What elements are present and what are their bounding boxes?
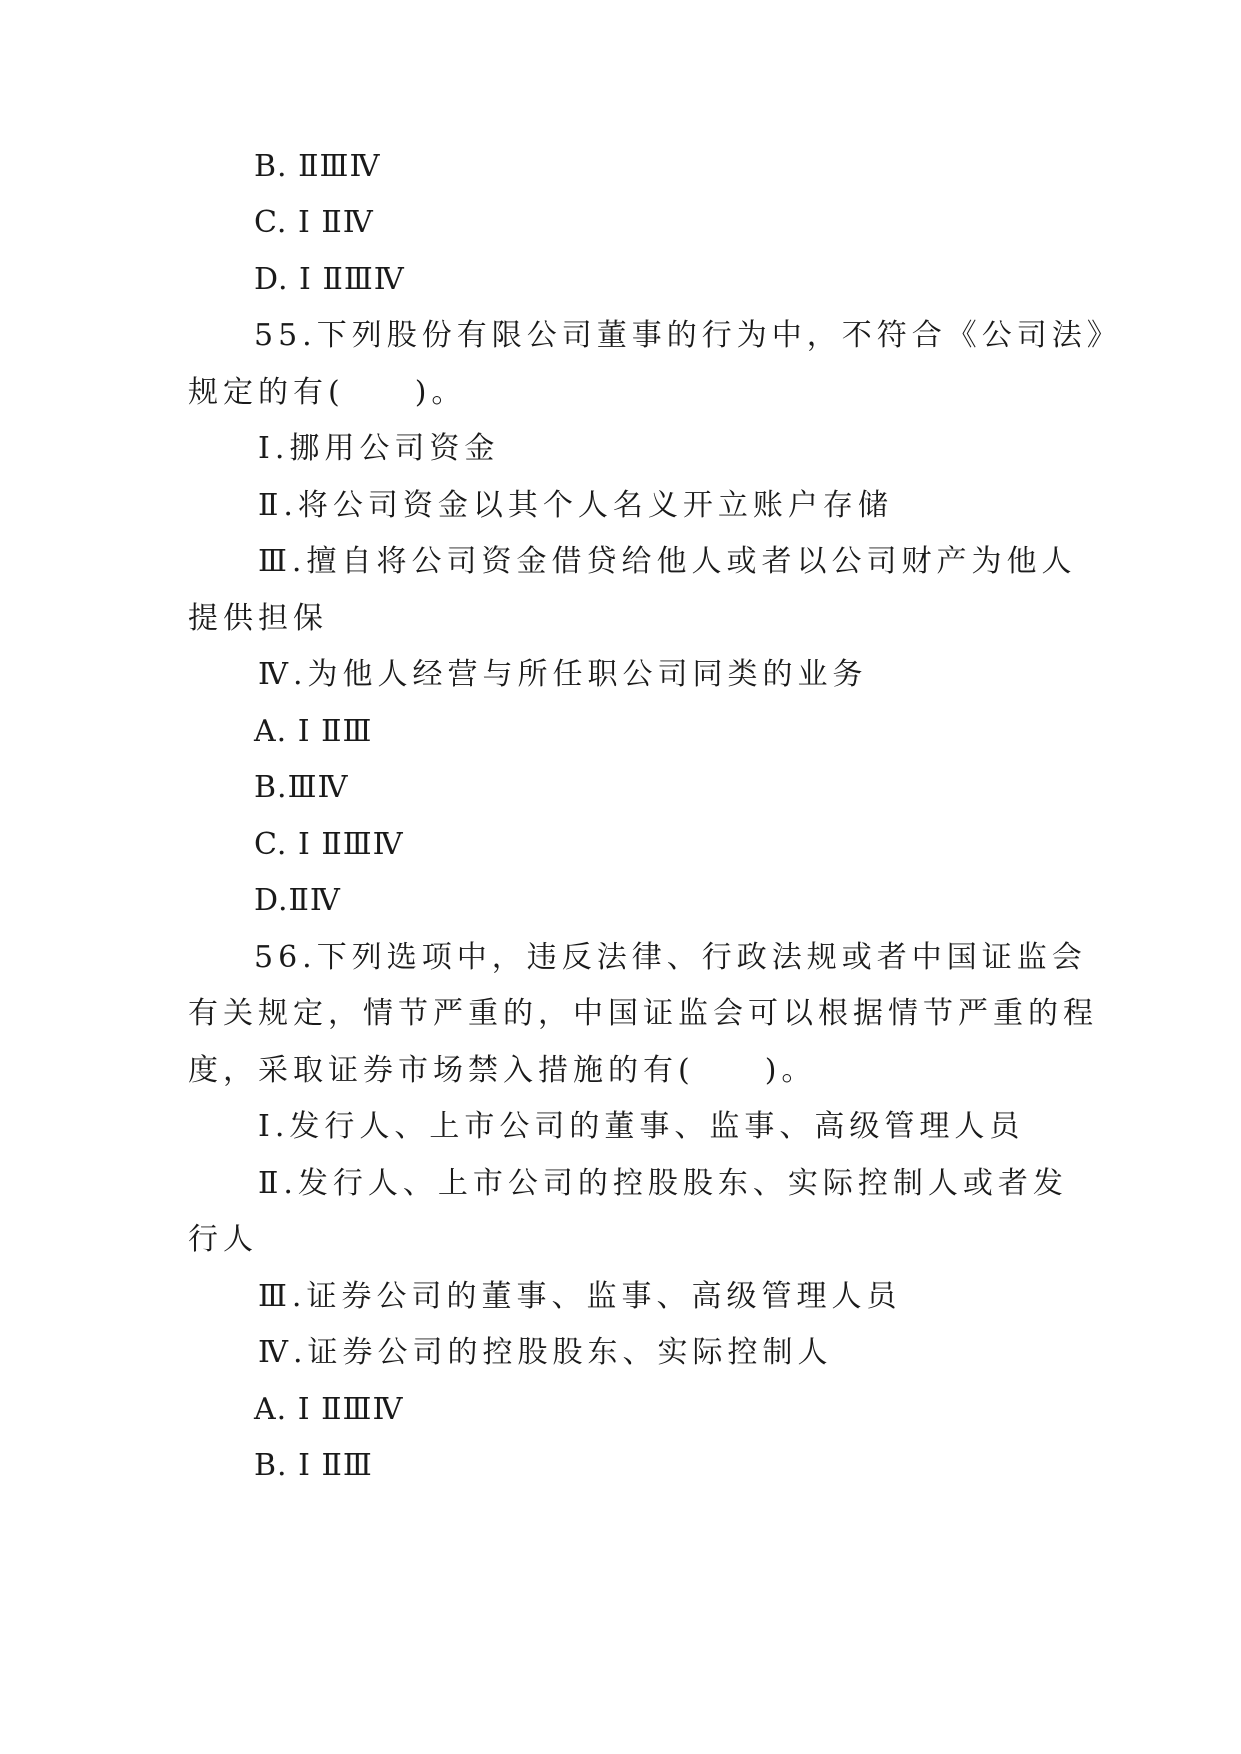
q54-option-c: C. Ⅰ ⅡⅣ xyxy=(254,205,374,240)
q56-statement-4: Ⅳ.证券公司的控股股东、实际控制人 xyxy=(258,1335,833,1370)
q56-statement-2-line2: 行人 xyxy=(188,1222,258,1257)
q55-statement-3-line2: 提供担保 xyxy=(188,601,328,636)
q55-option-a: A. Ⅰ ⅡⅢ xyxy=(254,714,373,749)
q54-option-b: B. ⅡⅢⅣ xyxy=(254,149,381,184)
q55-option-d: D.ⅡⅣ xyxy=(254,883,341,918)
q55-stem-line1: 55.下列股份有限公司董事的行为中，不符合《公司法》 xyxy=(254,318,1122,353)
q55-statement-4: Ⅳ.为他人经营与所任职公司同类的业务 xyxy=(258,657,868,692)
q56-statement-2-line1: Ⅱ.发行人、上市公司的控股股东、实际控制人或者发 xyxy=(258,1166,1068,1201)
q55-statement-3-line1: Ⅲ.擅自将公司资金借贷给他人或者以公司财产为他人 xyxy=(258,544,1077,579)
q55-option-c: C. Ⅰ ⅡⅢⅣ xyxy=(254,827,404,862)
q56-option-b: B. Ⅰ ⅡⅢ xyxy=(254,1448,373,1483)
q54-option-d: D. Ⅰ ⅡⅢⅣ xyxy=(254,262,405,297)
q55-option-b: B.ⅢⅣ xyxy=(254,770,349,805)
q56-option-a: A. Ⅰ ⅡⅢⅣ xyxy=(254,1392,404,1427)
q55-statement-1: Ⅰ.挪用公司资金 xyxy=(258,431,500,466)
q55-stem-line2: 规定的有( )。 xyxy=(188,375,467,410)
q56-statement-3: Ⅲ.证券公司的董事、监事、高级管理人员 xyxy=(258,1279,902,1314)
q56-stem-line2: 有关规定，情节严重的，中国证监会可以根据情节严重的程 xyxy=(188,996,1098,1031)
q56-statement-1: Ⅰ.发行人、上市公司的董事、监事、高级管理人员 xyxy=(258,1109,1025,1144)
q55-statement-2: Ⅱ.将公司资金以其个人名义开立账户存储 xyxy=(258,488,893,523)
q56-stem-line1: 56.下列选项中，违反法律、行政法规或者中国证监会 xyxy=(254,940,1087,975)
q56-stem-line3: 度，采取证券市场禁入措施的有( )。 xyxy=(188,1053,817,1088)
